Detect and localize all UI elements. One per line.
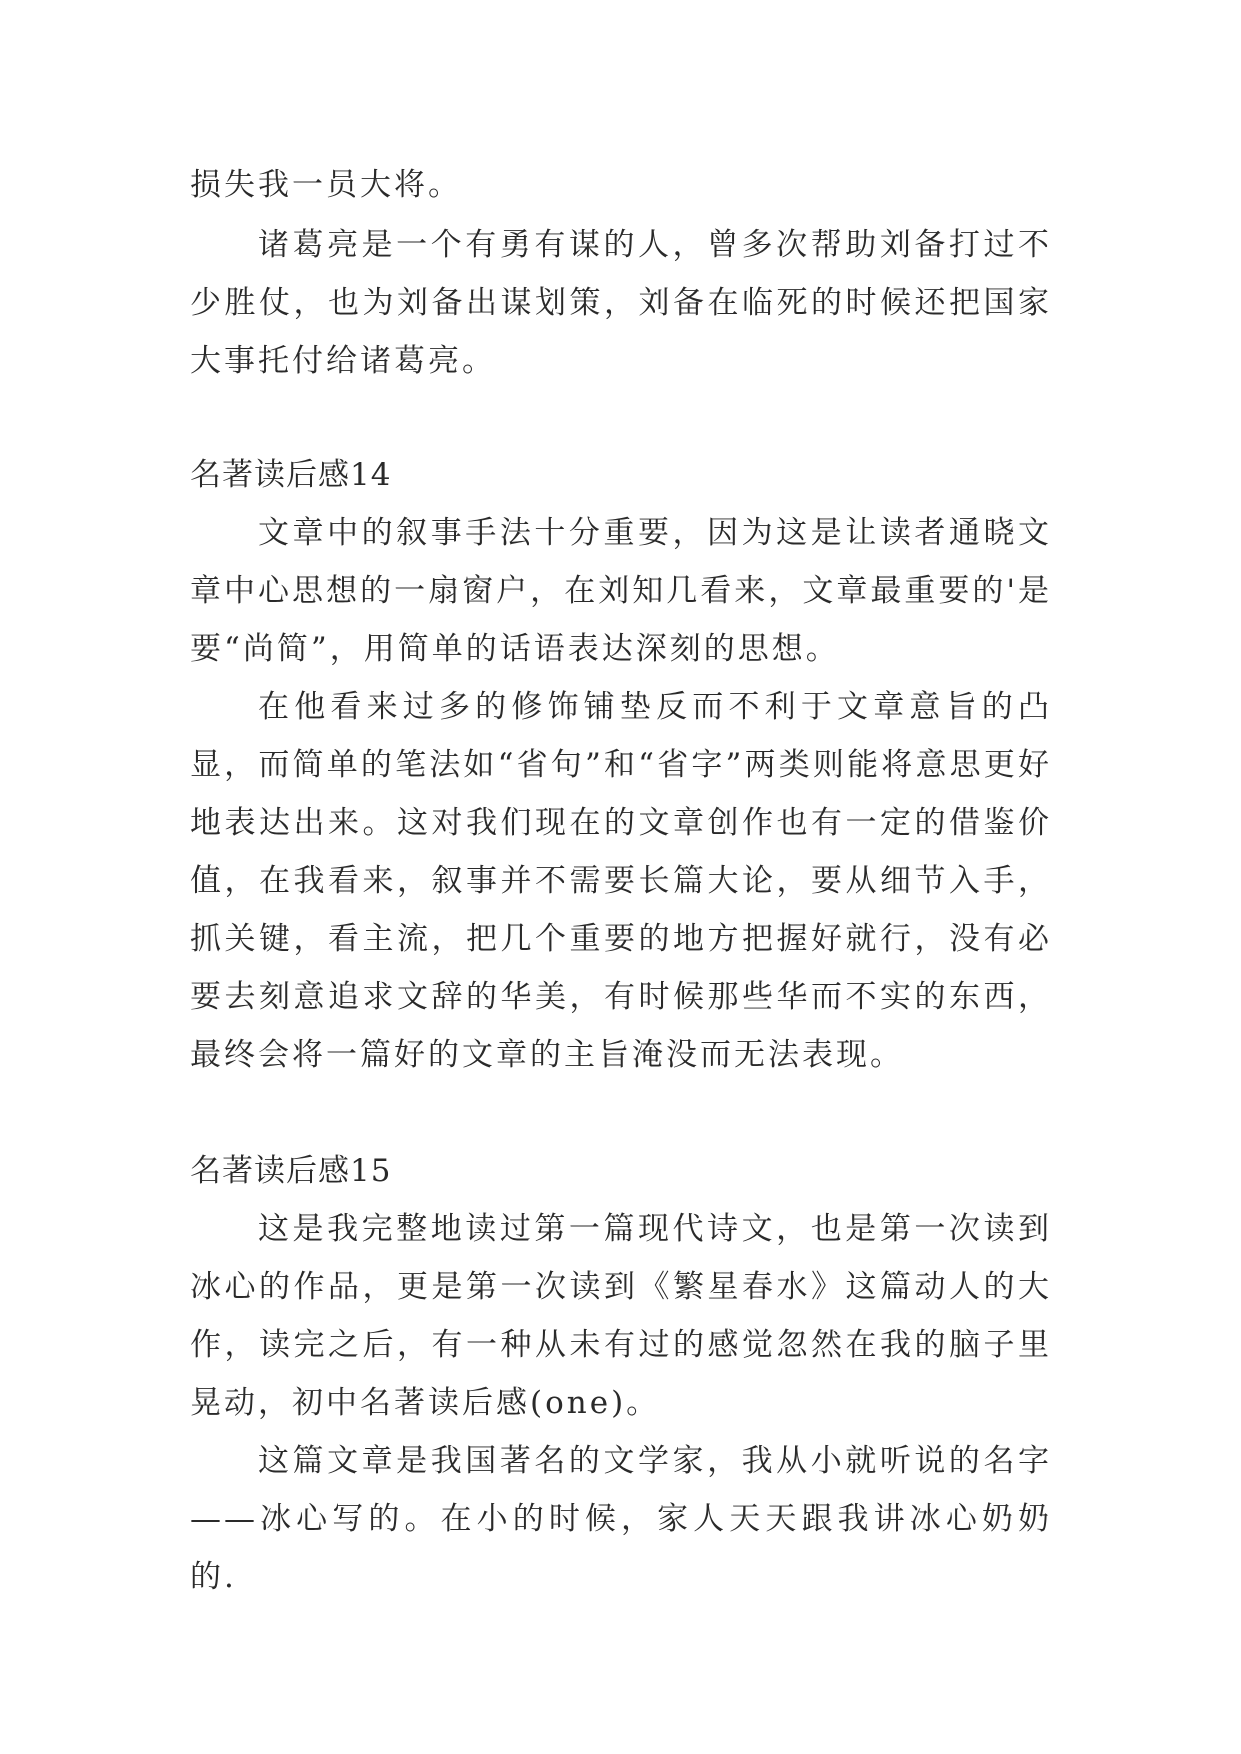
paragraph-text: 文章中的叙事手法十分重要，因为这是让读者通晓文章中心思想的一扇窗户，在刘知几看来，文章最重要的'是要“尚简”，用简单的话语表达深刻的思想。 (190, 515, 1052, 667)
paragraph-text: 诸葛亮是一个有勇有谋的人，曾多次帮助刘备打过不少胜仗，也为刘备出谋划策，刘备在临死的时候还把国家大事托付给诸葛亮。 (190, 227, 1052, 379)
paragraph-text: 这篇文章是我国著名的文学家，我从小就听说的名字——冰心写的。在小的时候，家人天天跟我讲冰心奶奶的. (190, 1443, 1052, 1595)
paragraph-text: 这是我完整地读过第一篇现代诗文，也是第一次读到冰心的作品，更是第一次读到《繁星春水》这篇动人的大作，读完之后，有一种从未有过的感觉忽然在我的脑子里晃动，初中名著读后感(one)。 (190, 1211, 1052, 1421)
section-review-15 (190, 1142, 1052, 1606)
continuation-paragraph (190, 156, 1052, 214)
section-heading: 名著读后感15 (190, 1153, 392, 1189)
paragraph-text: 在他看来过多的修饰铺垫反而不利于文章意旨的凸显，而简单的笔法如“省句”和“省字”两类则能将意思更好地表达出来。这对我们现在的文章创作也有一定的借鉴价值，在我看来，叙事并不需要长篇大论，要从细节入手，抓关键，看主流，把几个重要的地方把握好就行，没有必要去刻意追求文辞的华美，有时候那些华而不实的东西，最终会将一篇好的文章的主旨淹没而无法表现。 (190, 689, 1052, 1073)
section-heading: 名著读后感14 (190, 457, 392, 493)
section-zhuge-liang (190, 216, 1052, 390)
section-review-14 (190, 446, 1052, 1084)
paragraph-text: 损失我一员大将。 (190, 167, 462, 203)
